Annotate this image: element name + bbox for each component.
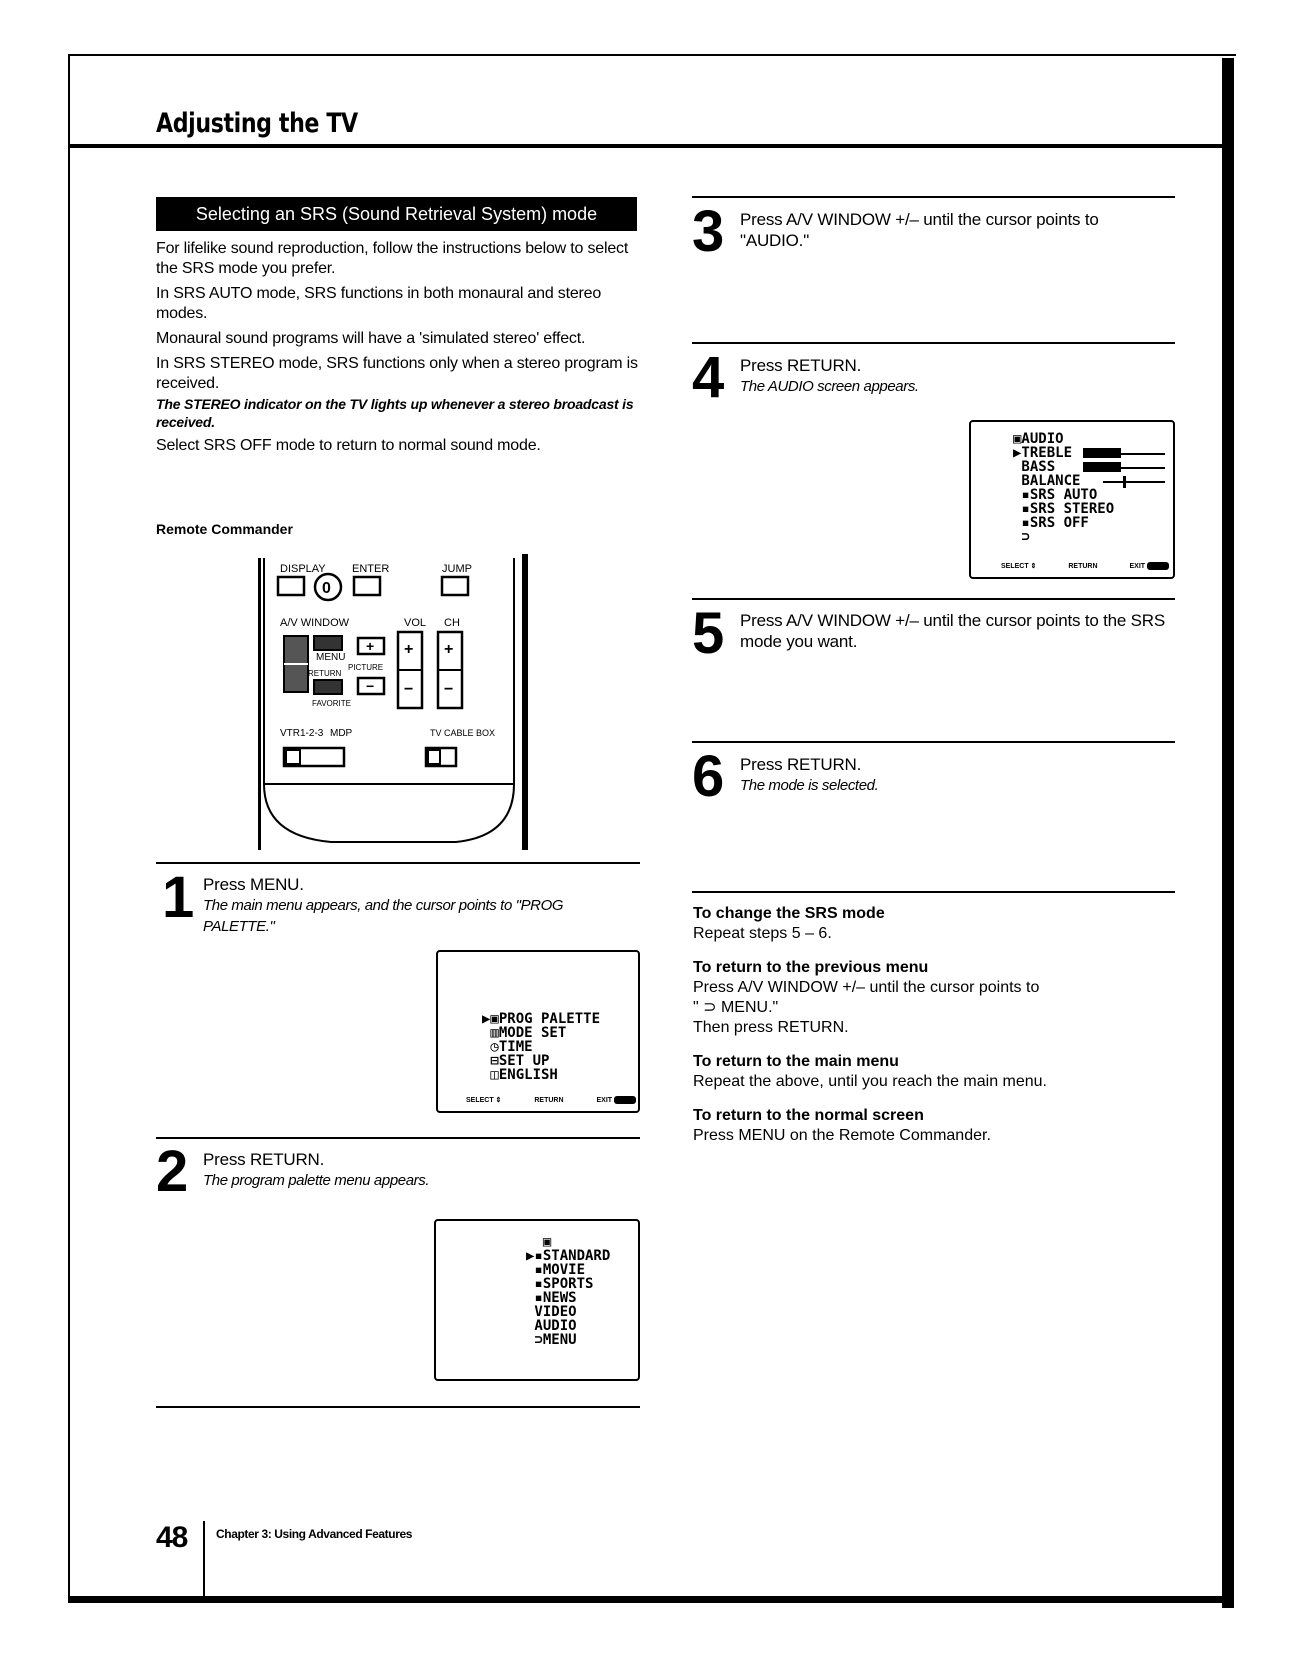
step-rule bbox=[692, 196, 1175, 198]
screen-line: ▶▪STANDARD bbox=[526, 1248, 611, 1264]
ch-label: CH bbox=[444, 617, 460, 629]
step-1-result: The main menu appears, and the cursor points to "PROG PALETTE." bbox=[203, 897, 564, 935]
screen-line: ▶▣PROG PALETTE bbox=[482, 1011, 601, 1027]
tip-heading: To return to the previous menu bbox=[693, 959, 929, 976]
screen-footer-select: SELECT ⇕ bbox=[1001, 563, 1037, 570]
step-6-result: The mode is selected. bbox=[740, 777, 879, 794]
picture-label: PICTURE bbox=[348, 663, 384, 672]
step-5-instruction: Press A/V WINDOW +/– until the cursor points to the SRS mode you want. bbox=[740, 611, 1166, 651]
step-5-text bbox=[740, 610, 1170, 652]
step-4-instruction: Press RETURN. bbox=[740, 356, 862, 375]
picture-minus-sign: − bbox=[366, 678, 375, 694]
remote-body-outline bbox=[264, 558, 514, 842]
vol-plus-sign: + bbox=[404, 641, 414, 658]
ch-minus-sign: − bbox=[444, 681, 454, 698]
balance-slider-knob bbox=[1123, 476, 1126, 488]
display-button bbox=[278, 577, 304, 595]
screen-line: ◫ENGLISH bbox=[482, 1067, 558, 1083]
zero-label: 0 bbox=[322, 580, 331, 597]
footer-separator bbox=[203, 1521, 205, 1599]
av-window-label: A/V WINDOW bbox=[280, 617, 350, 629]
frame-right-bar bbox=[1222, 58, 1234, 1608]
chapter-label: Chapter 3: Using Advanced Features bbox=[216, 1527, 413, 1541]
step-3-text bbox=[740, 209, 1170, 251]
tip-body: Press A/V WINDOW +/– until the cursor points to bbox=[693, 979, 1040, 996]
remote-svg bbox=[256, 554, 536, 854]
screen-line: ⊟SET UP bbox=[482, 1053, 550, 1069]
display-label: DISPLAY bbox=[280, 563, 326, 575]
frame-top-rule bbox=[68, 54, 1236, 56]
jump-label: JUMP bbox=[442, 563, 472, 575]
tip-heading: To return to the main menu bbox=[693, 1053, 899, 1070]
step-rule bbox=[692, 598, 1175, 600]
step-6-number: 6 bbox=[692, 744, 725, 809]
intro-text bbox=[156, 239, 640, 461]
step-1-text bbox=[203, 874, 633, 937]
tip-body: Repeat the above, until you reach the main menu. bbox=[693, 1073, 1047, 1090]
screen-line: ▥MODE SET bbox=[482, 1025, 567, 1041]
screen-line: ▪SRS STEREO bbox=[1013, 501, 1115, 517]
tip-block bbox=[693, 1106, 1173, 1146]
treble-slider-fill bbox=[1083, 448, 1121, 458]
screen-line: ▪SPORTS bbox=[526, 1276, 594, 1292]
tip-block bbox=[693, 958, 1173, 1038]
screen-line: ▪SRS AUTO bbox=[1013, 487, 1098, 503]
step-3-number: 3 bbox=[692, 199, 725, 264]
balance-slider-track bbox=[1103, 481, 1165, 483]
screen-footer-exit: EXIT bbox=[1129, 560, 1169, 574]
screen-line: ▣ bbox=[526, 1234, 552, 1250]
bass-slider-fill bbox=[1083, 462, 1121, 472]
step-1-number: 1 bbox=[162, 865, 195, 930]
exit-key-icon bbox=[1147, 562, 1169, 570]
column-end-rule bbox=[156, 1406, 640, 1408]
screen-footer-select: SELECT ⇕ bbox=[466, 1097, 502, 1104]
title-rule bbox=[68, 144, 1234, 148]
tip-body: Repeat steps 5 – 6. bbox=[693, 925, 832, 942]
screen-line: ⊃ bbox=[1013, 529, 1030, 545]
screen-line: ▪MOVIE bbox=[526, 1262, 586, 1278]
intro-paragraph: In SRS AUTO mode, SRS functions in both monaural and stereo modes. bbox=[156, 285, 602, 322]
screen-line: ▪SRS OFF bbox=[1013, 515, 1089, 531]
favorite-label: FAVORITE bbox=[312, 699, 351, 708]
enter-button bbox=[354, 577, 380, 595]
screen-footer-exit: EXIT bbox=[596, 1094, 636, 1108]
page-title: Adjusting the TV bbox=[156, 108, 358, 139]
picture-plus-sign: + bbox=[366, 638, 375, 654]
tips-rule bbox=[692, 891, 1175, 893]
screen-footer-return: RETURN bbox=[1068, 563, 1098, 570]
intro-paragraph: Monaural sound programs will have a 'simulated stereo' effect. bbox=[156, 330, 586, 347]
intro-note: The STEREO indicator on the TV lights up whenever a stereo broadcast is received. bbox=[156, 396, 634, 430]
screen-line: VIDEO bbox=[526, 1304, 577, 1320]
tv-cable-label: TV CABLE BOX bbox=[430, 728, 496, 738]
tip-body: Then press RETURN. bbox=[693, 1019, 849, 1036]
remote-right-rail bbox=[522, 554, 528, 850]
frame-left-rule bbox=[68, 54, 70, 1602]
screen-line: ◷TIME bbox=[482, 1039, 533, 1055]
screen-line: BALANCE bbox=[1013, 473, 1081, 489]
program-palette-screen bbox=[434, 1219, 640, 1381]
return-button bbox=[314, 680, 342, 694]
remote-illustration bbox=[256, 554, 536, 854]
mdp-label: MDP bbox=[330, 728, 353, 739]
step-3-instruction: Press A/V WINDOW +/– until the cursor points to "AUDIO." bbox=[740, 210, 1099, 250]
screen-line: ▣AUDIO bbox=[1013, 431, 1064, 447]
vol-minus-sign: − bbox=[404, 681, 414, 698]
enter-label: ENTER bbox=[352, 563, 390, 575]
tip-body: Press MENU on the Remote Commander. bbox=[693, 1127, 991, 1144]
step-4-number: 4 bbox=[692, 345, 725, 410]
menu-button bbox=[314, 636, 342, 650]
step-4-result: The AUDIO screen appears. bbox=[740, 378, 919, 395]
step-2-result: The program palette menu appears. bbox=[203, 1172, 430, 1189]
step-rule bbox=[692, 741, 1175, 743]
step-4-text bbox=[740, 355, 1170, 397]
step-rule bbox=[156, 1137, 640, 1139]
screen-line: ▶TREBLE bbox=[1013, 445, 1073, 461]
screen-line: ⊃MENU bbox=[526, 1332, 577, 1348]
screen-line: ▪NEWS bbox=[526, 1290, 577, 1306]
step-1-instruction: Press MENU. bbox=[203, 875, 304, 894]
step-5-number: 5 bbox=[692, 601, 725, 666]
jump-button bbox=[442, 577, 468, 595]
tip-block bbox=[693, 1052, 1173, 1092]
intro-paragraph: For lifelike sound reproduction, follow the instructions below to select the SRS mode you prefer. bbox=[156, 240, 629, 277]
step-rule bbox=[692, 342, 1175, 344]
tip-heading: To change the SRS mode bbox=[693, 905, 885, 922]
tips-section bbox=[693, 904, 1173, 1160]
remote-heading: Remote Commander bbox=[156, 521, 293, 537]
frame-bottom-rule bbox=[68, 1596, 1228, 1603]
intro-paragraph: In SRS STEREO mode, SRS functions only when a stereo program is received. bbox=[156, 355, 638, 392]
tip-block bbox=[693, 904, 1173, 944]
main-menu-screen bbox=[436, 950, 640, 1113]
vtr-label: VTR1-2-3 bbox=[280, 728, 324, 739]
step-6-instruction: Press RETURN. bbox=[740, 755, 862, 774]
remote-left-rail bbox=[258, 558, 261, 850]
vol-label: VOL bbox=[404, 617, 427, 629]
tip-heading: To return to the normal screen bbox=[693, 1107, 924, 1124]
screen-line: BASS bbox=[1013, 459, 1056, 475]
ch-plus-sign: + bbox=[444, 641, 454, 658]
step-2-text bbox=[203, 1149, 633, 1191]
tip-body: " ⊃ MENU." bbox=[693, 999, 779, 1016]
return-label: RETURN bbox=[308, 669, 342, 678]
screen-footer-return: RETURN bbox=[534, 1097, 564, 1104]
step-2-number: 2 bbox=[156, 1139, 189, 1204]
section-title: Selecting an SRS (Sound Retrieval System) mode bbox=[156, 197, 637, 231]
page-number: 48 bbox=[156, 1521, 188, 1554]
step-6-text bbox=[740, 754, 1170, 796]
step-2-instruction: Press RETURN. bbox=[203, 1150, 325, 1169]
menu-label: MENU bbox=[316, 652, 346, 663]
audio-screen bbox=[969, 420, 1175, 579]
intro-paragraph: Select SRS OFF mode to return to normal sound mode. bbox=[156, 437, 541, 454]
step-rule bbox=[156, 862, 640, 864]
screen-line: AUDIO bbox=[526, 1318, 577, 1334]
exit-key-icon bbox=[614, 1096, 636, 1104]
